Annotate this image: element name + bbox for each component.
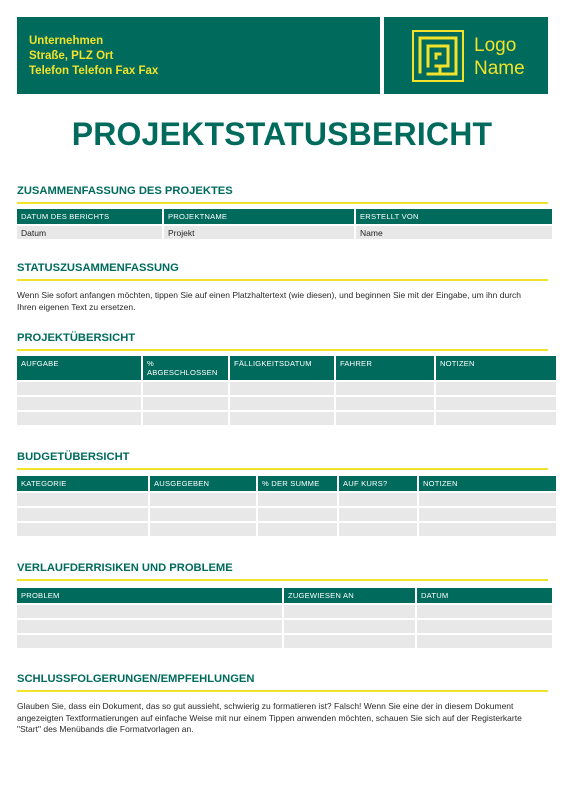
table-cell[interactable] [258, 491, 337, 506]
col-created-by: ERSTELLT VON [356, 209, 552, 224]
table-row [17, 380, 556, 395]
col-project-name: PROJEKTNAME [164, 209, 354, 224]
table-cell[interactable] [417, 603, 552, 618]
table-row [17, 633, 552, 648]
col-notes: NOTIZEN [436, 356, 556, 380]
table-cell[interactable] [258, 506, 337, 521]
table-row [17, 491, 556, 506]
company-name: Unternehmen [29, 35, 104, 47]
overview-table [15, 356, 558, 425]
company-block [17, 17, 380, 94]
table-cell[interactable] [17, 395, 141, 410]
logo-line2: Name [474, 58, 525, 79]
logo-block[interactable] [384, 17, 548, 94]
summary-table [15, 209, 554, 239]
table-cell[interactable] [419, 521, 556, 536]
table-cell[interactable] [17, 410, 141, 425]
table-cell[interactable] [17, 603, 282, 618]
table-row [17, 618, 552, 633]
table-cell[interactable] [417, 618, 552, 633]
letterhead [17, 17, 548, 94]
table-cell[interactable] [17, 618, 282, 633]
budget-table [15, 476, 558, 536]
table-cell[interactable] [17, 506, 148, 521]
col-problem: PROBLEM [17, 588, 282, 603]
table-cell[interactable] [284, 618, 415, 633]
status-text[interactable]: Wenn Sie sofort anfangen möchten, tippen Sie auf einen Platzhaltertext (wie diesen), und beginnen Sie mit der Eingabe, um ihn durch Ihren eigenen Text zu ersetzen. [17, 290, 522, 312]
table-cell[interactable] [436, 380, 556, 395]
table-cell[interactable] [436, 395, 556, 410]
risks-table [15, 588, 554, 648]
col-notes: NOTIZEN [419, 476, 556, 491]
table-cell[interactable] [143, 395, 228, 410]
report-date-cell[interactable]: Datum [17, 224, 162, 239]
budget-heading: BUDGETÜBERSICHT [17, 451, 548, 470]
status-heading: STATUSZUSAMMENFASSUNG [17, 262, 548, 281]
col-date: DATUM [417, 588, 552, 603]
table-cell[interactable] [339, 506, 417, 521]
col-on-track: AUF KURS? [339, 476, 417, 491]
logo-line1: Logo [474, 35, 517, 56]
table-row [17, 603, 552, 618]
table-cell[interactable] [230, 395, 334, 410]
col-report-date: DATUM DES BERICHTS [17, 209, 162, 224]
table-cell[interactable] [150, 506, 256, 521]
table-row [17, 521, 556, 536]
risks-heading: VERLAUFDERRISIKEN UND PROBLEME [17, 562, 548, 581]
table-cell[interactable] [417, 633, 552, 648]
table-cell[interactable] [258, 521, 337, 536]
table-cell[interactable] [17, 633, 282, 648]
table-cell[interactable] [17, 380, 141, 395]
col-category: KATEGORIE [17, 476, 148, 491]
table-cell[interactable] [336, 410, 434, 425]
col-driver: FAHRER [336, 356, 434, 380]
logo-name [474, 34, 525, 80]
col-percent-total: % DER SUMME [258, 476, 337, 491]
overview-heading: PROJEKTÜBERSICHT [17, 332, 548, 351]
table-cell[interactable] [419, 491, 556, 506]
table-cell[interactable] [143, 410, 228, 425]
table-cell[interactable] [339, 491, 417, 506]
table-cell[interactable] [436, 410, 556, 425]
project-name-cell[interactable]: Projekt [164, 224, 354, 239]
table-cell[interactable] [17, 491, 148, 506]
col-task: AUFGABE [17, 356, 141, 380]
table-cell[interactable] [339, 521, 417, 536]
table-cell[interactable] [419, 506, 556, 521]
table-cell[interactable] [230, 380, 334, 395]
table-cell[interactable] [284, 603, 415, 618]
table-cell[interactable] [143, 380, 228, 395]
table-cell[interactable] [150, 491, 256, 506]
maze-logo-icon [412, 30, 464, 82]
table-cell[interactable] [230, 410, 334, 425]
table-cell[interactable] [17, 521, 148, 536]
table-cell[interactable] [284, 633, 415, 648]
page-title: PROJEKTSTATUSBERICHT [71, 116, 493, 152]
conclusions-heading: SCHLUSSFOLGERUNGEN/EMPFEHLUNGEN [17, 673, 548, 692]
company-address: Straße, PLZ Ort [29, 50, 114, 62]
col-assigned-to: ZUGEWIESEN AN [284, 588, 415, 603]
table-row [17, 506, 556, 521]
col-percent-done: % ABGESCHLOSSEN [143, 356, 228, 380]
table-cell[interactable] [336, 395, 434, 410]
table-row [17, 395, 556, 410]
col-spent: AUSGEGEBEN [150, 476, 256, 491]
created-by-cell[interactable]: Name [356, 224, 552, 239]
col-due-date: FÄLLIGKEITSDATUM [230, 356, 334, 380]
table-cell[interactable] [150, 521, 256, 536]
table-cell[interactable] [336, 380, 434, 395]
table-row [17, 410, 556, 425]
summary-heading: ZUSAMMENFASSUNG DES PROJEKTES [17, 185, 548, 204]
conclusions-text[interactable]: Glauben Sie, dass ein Dokument, das so gut aussieht, schwierig zu formatieren ist? Falsch! Wenn Sie eine der in diesem Dokument angezeigten Textformatierungen auf einfache Weise mit nur einem Tippen anwenden möchten, schauen Sie sich auf der Registerkarte "Start" des Menübands die Formatvorlagen an. [17, 701, 522, 734]
company-contact: Telefon Telefon Fax Fax [29, 65, 159, 77]
